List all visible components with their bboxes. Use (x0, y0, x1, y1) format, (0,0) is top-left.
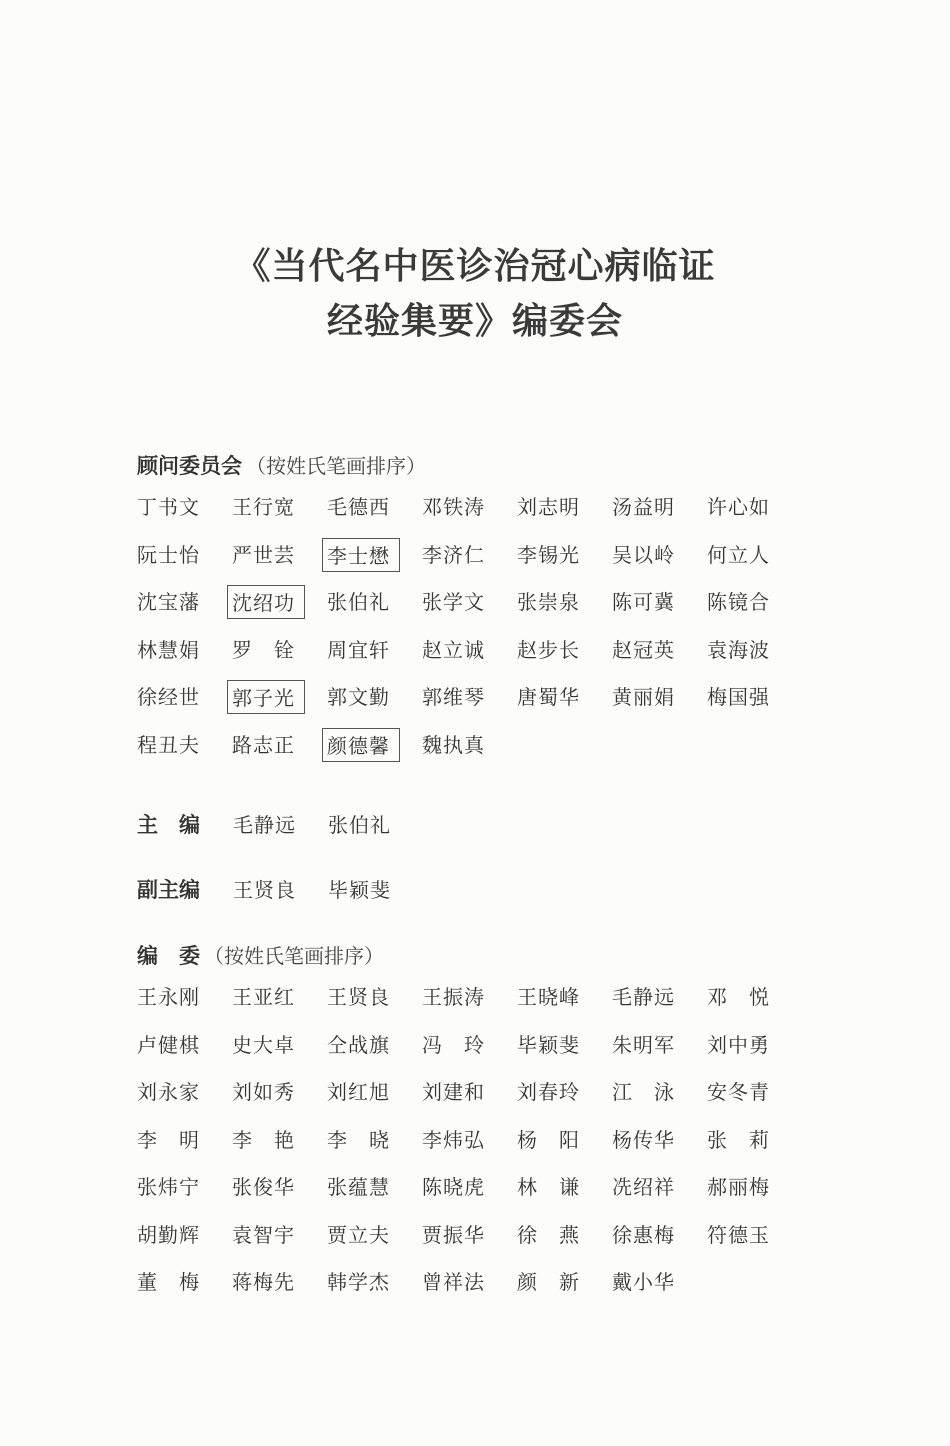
advisor-name: 袁海波 (707, 637, 770, 662)
committee-member-name: 贾振华 (422, 1222, 485, 1247)
advisor-name: 徐经世 (137, 685, 200, 709)
advisor-name-boxed: 沈绍功 (227, 585, 305, 619)
committee-member-name: 胡勤辉 (137, 1222, 200, 1247)
advisor-name: 郭维琴 (422, 685, 485, 709)
committee-member-name: 杨 阳 (517, 1127, 580, 1152)
advisor-name: 梅国强 (707, 685, 770, 709)
committee-member-name: 符德玉 (707, 1222, 770, 1247)
advisory-heading-label: 顾问委员会 (137, 454, 242, 478)
committee-member-name: 刘中勇 (707, 1032, 770, 1057)
committee-label-a: 编 (137, 944, 158, 968)
committee-member-name: 邓 悦 (707, 985, 770, 1009)
advisor-name: 何立人 (707, 542, 770, 567)
committee-member-name: 张俊华 (232, 1175, 295, 1199)
committee-member-name: 郝丽梅 (707, 1175, 770, 1199)
advisor-name: 赵立诚 (422, 637, 485, 662)
committee-heading (137, 942, 384, 970)
committee-member-name: 李炜弘 (422, 1127, 485, 1152)
advisor-name: 沈宝藩 (137, 590, 200, 614)
chief-editor-name: 张伯礼 (328, 813, 391, 837)
committee-member-name: 曾祥法 (422, 1270, 485, 1294)
advisor-name: 唐蜀华 (517, 685, 580, 709)
advisor-name-boxed: 郭子光 (227, 680, 305, 714)
advisor-name: 刘志明 (517, 495, 580, 519)
advisor-name: 丁书文 (137, 495, 200, 519)
committee-member-name: 李 明 (137, 1127, 200, 1152)
advisor-name: 许心如 (707, 495, 770, 519)
chief-editor-name: 毛静远 (233, 813, 296, 837)
committee-member-name: 杨传华 (612, 1127, 675, 1152)
committee-member-name: 徐 燕 (517, 1222, 580, 1247)
chief-editor-label-b: 编 (179, 813, 200, 837)
book-title-line-1: 《当代名中医诊治冠心病临证 (234, 246, 716, 287)
committee-member-name: 刘永家 (137, 1080, 200, 1104)
committee-member-name: 张 莉 (707, 1127, 770, 1152)
chief-editor-heading (137, 811, 200, 839)
advisor-name: 罗 铨 (232, 637, 295, 662)
chief-editor-label-a: 主 (137, 813, 158, 837)
advisor-name: 汤益明 (612, 495, 675, 519)
committee-member-name: 冼绍祥 (612, 1175, 675, 1199)
advisory-members-grid (137, 490, 897, 775)
advisor-name: 路志正 (232, 732, 295, 757)
advisor-name: 邓铁涛 (422, 495, 485, 519)
committee-member-name: 安冬青 (707, 1080, 770, 1104)
committee-member-name: 毕颖斐 (517, 1032, 580, 1057)
committee-member-name: 江 泳 (612, 1080, 675, 1104)
committee-member-name: 朱明军 (612, 1032, 675, 1057)
committee-member-name: 戴小华 (612, 1270, 675, 1294)
committee-member-name: 张蕴慧 (327, 1175, 390, 1199)
committee-member-name: 史大卓 (232, 1032, 295, 1057)
advisor-name: 张崇泉 (517, 590, 580, 614)
committee-note: （按姓氏笔画排序） (204, 944, 384, 968)
advisor-name: 赵冠英 (612, 637, 675, 662)
advisor-name: 严世芸 (232, 542, 295, 567)
committee-member-name: 徐惠梅 (612, 1222, 675, 1247)
committee-member-name: 袁智宇 (232, 1222, 295, 1247)
chief-editor-names (233, 811, 423, 839)
advisor-name: 张伯礼 (327, 590, 390, 614)
advisor-name: 王行宽 (232, 495, 295, 519)
advisor-name: 魏执真 (422, 732, 485, 757)
committee-member-name: 颜 新 (517, 1270, 580, 1294)
advisor-name-boxed: 颜德馨 (322, 728, 400, 762)
deputy-editor-heading: 副主编 (137, 878, 200, 902)
committee-member-name: 王晓峰 (517, 985, 580, 1009)
committee-member-name: 蒋梅先 (232, 1270, 295, 1294)
advisor-name: 阮士怡 (137, 542, 200, 567)
advisor-name: 张学文 (422, 590, 485, 614)
committee-member-name: 董 梅 (137, 1270, 200, 1294)
committee-member-name: 陈晓虎 (422, 1175, 485, 1199)
advisor-name: 毛德西 (327, 495, 390, 519)
advisor-name: 程丑夫 (137, 732, 200, 757)
committee-member-name: 王亚红 (232, 985, 295, 1009)
committee-member-name: 刘红旭 (327, 1080, 390, 1104)
committee-member-name: 贾立夫 (327, 1222, 390, 1247)
committee-members-grid (137, 980, 897, 1313)
advisor-name: 赵步长 (517, 637, 580, 662)
advisor-name-boxed: 李士懋 (322, 538, 400, 572)
advisor-name: 李济仁 (422, 542, 485, 567)
committee-member-name: 李 艳 (232, 1127, 295, 1152)
committee-label-b: 委 (179, 944, 200, 968)
committee-member-name: 刘如秀 (232, 1080, 295, 1104)
advisor-name: 陈可冀 (612, 590, 675, 614)
advisor-name: 周宜轩 (327, 637, 390, 662)
deputy-editor-name: 王贤良 (233, 878, 296, 902)
advisor-name: 李锡光 (517, 542, 580, 567)
committee-member-name: 刘建和 (422, 1080, 485, 1104)
committee-member-name: 林 谦 (517, 1175, 580, 1199)
committee-member-name: 张炜宁 (137, 1175, 200, 1199)
deputy-editor-names (233, 876, 423, 904)
committee-member-name: 仝战旗 (327, 1032, 390, 1057)
advisor-name: 吴以岭 (612, 542, 675, 567)
committee-member-name: 冯 玲 (422, 1032, 485, 1057)
committee-member-name: 刘春玲 (517, 1080, 580, 1104)
advisory-heading (137, 452, 426, 480)
committee-member-name: 韩学杰 (327, 1270, 390, 1294)
committee-member-name: 王永刚 (137, 985, 200, 1009)
committee-member-name: 毛静远 (612, 985, 675, 1009)
advisor-name: 陈镜合 (707, 590, 770, 614)
advisor-name: 郭文勤 (327, 685, 390, 709)
advisor-name: 林慧娟 (137, 637, 200, 662)
committee-member-name: 王振涛 (422, 985, 485, 1009)
committee-member-name: 卢健棋 (137, 1032, 200, 1057)
advisor-name: 黄丽娟 (612, 685, 675, 709)
committee-member-name: 王贤良 (327, 985, 390, 1009)
advisory-note: （按姓氏笔画排序） (246, 454, 426, 478)
deputy-editor-name: 毕颖斐 (328, 878, 391, 902)
book-title-line-2: 经验集要》编委会 (326, 301, 623, 342)
committee-member-name: 李 晓 (327, 1127, 390, 1152)
